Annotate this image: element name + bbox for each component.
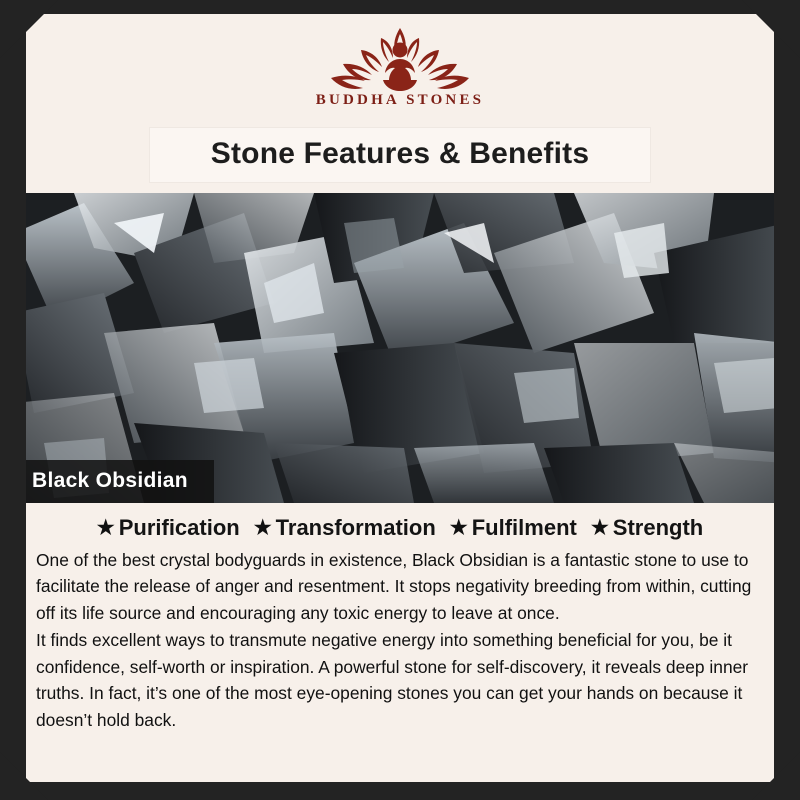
benefit-label: Fulfilment [471,515,577,540]
benefit-item [450,515,577,541]
corner-accent-top-right [742,0,800,58]
brand-name: BUDDHA STONES [315,92,485,108]
frame-bottom-border [0,782,800,800]
frame-right-border [774,0,800,800]
corner-accent-top-left [0,0,58,58]
benefit-item [254,515,436,541]
page-title: Stone Features & Benefits [210,137,590,170]
description-paragraph-1: One of the best crystal bodyguards in existence, Black Obsidian is a fantastic stone to use to facilitate the release of anger and resentment. It stops negativity breeding from within, cutting off its life source and encouraging any toxic energy to leave at once. [36,550,752,623]
benefit-item [591,515,703,541]
benefits-list [14,503,786,545]
title-banner [150,128,650,182]
benefit-item [97,515,240,541]
frame-left-border [0,0,26,800]
brand-header [14,14,786,122]
star-icon: ★ [96,517,115,539]
benefit-label: Transformation [275,515,436,540]
content-area [14,14,786,786]
description-text [14,545,786,733]
black-obsidian-crystal-illustration [14,193,786,503]
benefit-label: Purification [118,515,240,540]
corner-accent-bottom-right [752,752,800,800]
description-paragraph-2: It finds excellent ways to transmute negative energy into something beneficial for you, be it confidence, self-worth or inspiration. A powerful stone for self-discovery, it reveals deep inner truths. In fact, it’s one of the most eye-opening stones you can get your hands on because it doesn’t hold back. [36,630,749,730]
lotus-meditation-figure-icon [325,22,475,96]
star-icon: ★ [449,517,468,539]
benefit-label: Strength [612,515,704,540]
frame-top-border [0,0,800,14]
corner-accent-bottom-left [0,752,48,800]
stone-photo [14,193,786,503]
photo-caption: Black Obsidian [14,460,214,503]
star-icon: ★ [253,517,272,539]
star-icon: ★ [590,517,609,539]
